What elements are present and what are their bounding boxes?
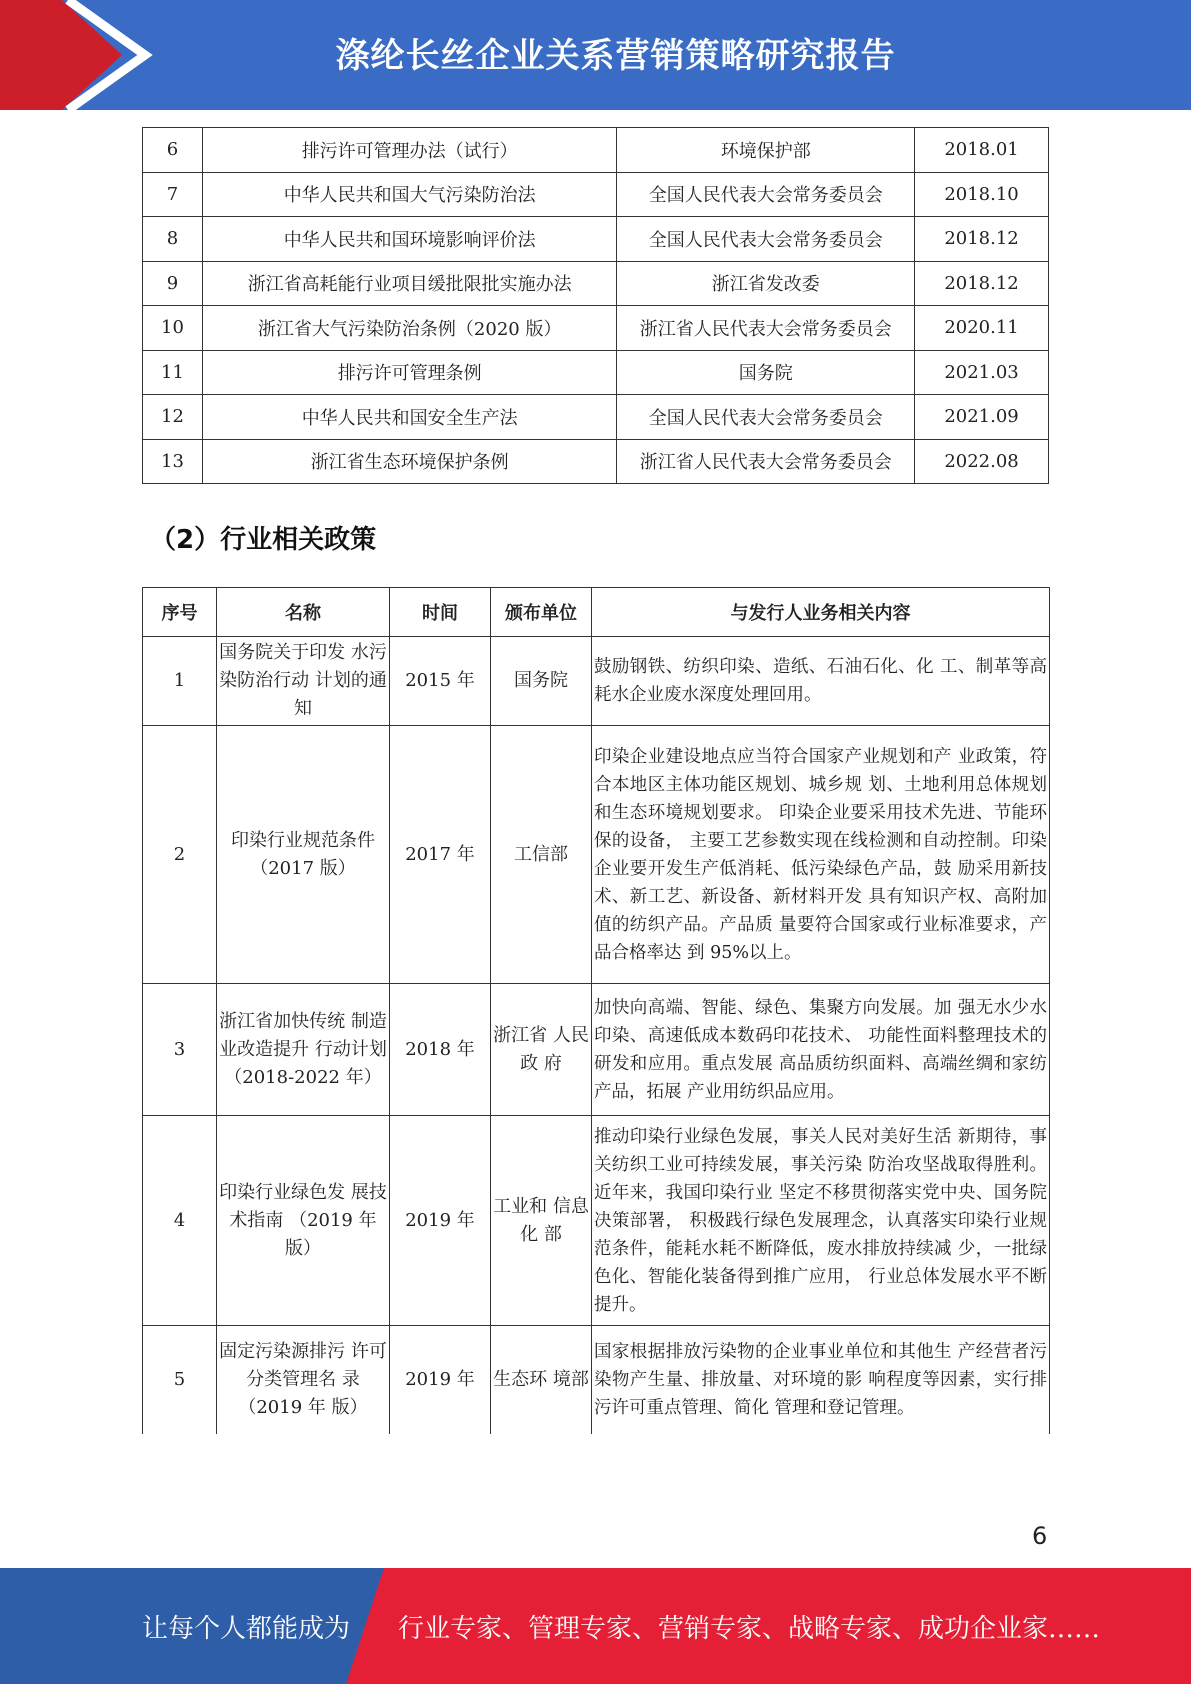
policy-no: 1 [143, 637, 217, 726]
policy-name: 国务院关于印发 水污染防治行动 计划的通知 [217, 637, 390, 726]
law-name: 浙江省大气污染防治条例（2020 版） [202, 306, 617, 351]
law-name: 中华人民共和国大气污染防治法 [202, 172, 617, 217]
policy-org: 生态环 境部 [491, 1326, 592, 1434]
law-date: 2018.12 [915, 217, 1049, 262]
page-header [0, 0, 1191, 110]
law-table-row [143, 172, 1049, 217]
law-no: 12 [143, 395, 203, 440]
law-name: 排污许可管理办法（试行） [202, 128, 617, 173]
law-table-row [143, 306, 1049, 351]
law-name: 浙江省生态环境保护条例 [202, 439, 617, 484]
policy-table-row [143, 1326, 1050, 1434]
policy-time: 2019 年 [390, 1116, 491, 1326]
section-title: （2）行业相关政策 [150, 525, 377, 555]
policy-no: 5 [143, 1326, 217, 1434]
law-org: 浙江省发改委 [617, 261, 915, 306]
policy-content: 鼓励钢铁、纺织印染、造纸、石油石化、化 工、制革等高耗水企业废水深度处理回用。 [592, 637, 1050, 726]
policy-time: 2018 年 [390, 984, 491, 1116]
policy-name: 印染行业规范条件（2017 版） [217, 726, 390, 984]
report-title: 涤纶长丝企业关系营销策略研究报告 [335, 36, 896, 76]
policy-table-row [143, 984, 1050, 1116]
footer-slogan-left: 让每个人都能成为 [142, 1614, 351, 1644]
law-no: 9 [143, 261, 203, 306]
header-no: 序号 [143, 588, 217, 637]
law-org: 全国人民代表大会常务委员会 [617, 217, 915, 262]
header-name: 名称 [217, 588, 390, 637]
law-no: 10 [143, 306, 203, 351]
law-date: 2022.08 [915, 439, 1049, 484]
law-table-row [143, 439, 1049, 484]
law-table-row [143, 350, 1049, 395]
policy-table-row [143, 637, 1050, 726]
policy-time: 2015 年 [390, 637, 491, 726]
law-org: 全国人民代表大会常务委员会 [617, 172, 915, 217]
header-content: 与发行人业务相关内容 [592, 588, 1050, 637]
law-date: 2021.09 [915, 395, 1049, 440]
law-date: 2018.10 [915, 172, 1049, 217]
policy-content: 印染企业建设地点应当符合国家产业规划和产 业政策，符合本地区主体功能区规划、城乡规 划、土地利用总体规划和生态环境规划要求。 印染企业要采用技术先进、节能环保的设备， 主要工艺参数实现在线检测和自动控制。印染 企业要开发生产低消耗、低污染绿色产品，鼓 励采用新技术、新工艺、新设备、新材料开发 具有知识产权、高附加值的纺织产品。产品质 量要符合国家或行业标准要求，产品合格率达 到 95%以上。 [592, 726, 1050, 984]
law-no: 8 [143, 217, 203, 262]
policy-content: 国家根据排放污染物的企业事业单位和其他生 产经营者污染物产生量、排放量、对环境的影 响程度等因素，实行排污许可重点管理、简化 管理和登记管理。 [592, 1326, 1050, 1434]
policy-time: 2019 年 [390, 1326, 491, 1434]
policy-org: 工信部 [491, 726, 592, 984]
header-time: 时间 [390, 588, 491, 637]
policy-name: 印染行业绿色发 展技术指南 （2019 年版） [217, 1116, 390, 1326]
law-no: 7 [143, 172, 203, 217]
header-org: 颁布单位 [491, 588, 592, 637]
law-name: 浙江省高耗能行业项目缓批限批实施办法 [202, 261, 617, 306]
policy-content: 加快向高端、智能、绿色、集聚方向发展。加 强无水少水印染、高速低成本数码印花技术、 功能性面料整理技术的研发和应用。重点发展 高品质纺织面料、高端丝绸和家纺产品，拓展 产业用纺织品应用。 [592, 984, 1050, 1116]
policy-table-header [143, 588, 1050, 637]
policy-table [142, 587, 1050, 1434]
law-org: 环境保护部 [617, 128, 915, 173]
law-no: 13 [143, 439, 203, 484]
law-name: 排污许可管理条例 [202, 350, 617, 395]
law-org: 浙江省人民代表大会常务委员会 [617, 439, 915, 484]
law-name: 中华人民共和国安全生产法 [202, 395, 617, 440]
law-date: 2018.12 [915, 261, 1049, 306]
policy-content: 推动印染行业绿色发展，事关人民对美好生活 新期待，事关纺织工业可持续发展，事关污染 防治攻坚战取得胜利。近年来，我国印染行业 坚定不移贯彻落实党中央、国务院决策部署， 积极践行绿色发展理念，认真落实印染行业规 范条件，能耗水耗不断降低，废水排放持续减 少，一批绿色化、智能化装备得到推广应用， 行业总体发展水平不断提升。 [592, 1116, 1050, 1326]
policy-time: 2017 年 [390, 726, 491, 984]
law-org: 国务院 [617, 350, 915, 395]
page-footer [0, 1568, 1191, 1684]
law-date: 2018.01 [915, 128, 1049, 173]
law-org: 浙江省人民代表大会常务委员会 [617, 306, 915, 351]
law-date: 2020.11 [915, 306, 1049, 351]
page-number: 6 [1032, 1522, 1048, 1550]
policy-no: 2 [143, 726, 217, 984]
policy-name: 固定污染源排污 许可分类管理名 录（2019 年 版） [217, 1326, 390, 1434]
law-table-row [143, 261, 1049, 306]
policy-no: 4 [143, 1116, 217, 1326]
law-no: 6 [143, 128, 203, 173]
policy-table-row [143, 726, 1050, 984]
footer-slogan-right: 行业专家、管理专家、营销专家、战略专家、成功企业家…… [398, 1614, 1101, 1644]
policy-org: 国务院 [491, 637, 592, 726]
policy-org: 浙江省 人民政 府 [491, 984, 592, 1116]
policy-name: 浙江省加快传统 制造业改造提升 行动计划 （2018-2022 年） [217, 984, 390, 1116]
law-org: 全国人民代表大会常务委员会 [617, 395, 915, 440]
policy-no: 3 [143, 984, 217, 1116]
law-no: 11 [143, 350, 203, 395]
law-table [142, 127, 1049, 484]
law-table-row [143, 217, 1049, 262]
law-table-row [143, 395, 1049, 440]
law-table-row [143, 128, 1049, 173]
policy-org: 工业和 信息化 部 [491, 1116, 592, 1326]
law-name: 中华人民共和国环境影响评价法 [202, 217, 617, 262]
law-date: 2021.03 [915, 350, 1049, 395]
policy-table-row [143, 1116, 1050, 1326]
